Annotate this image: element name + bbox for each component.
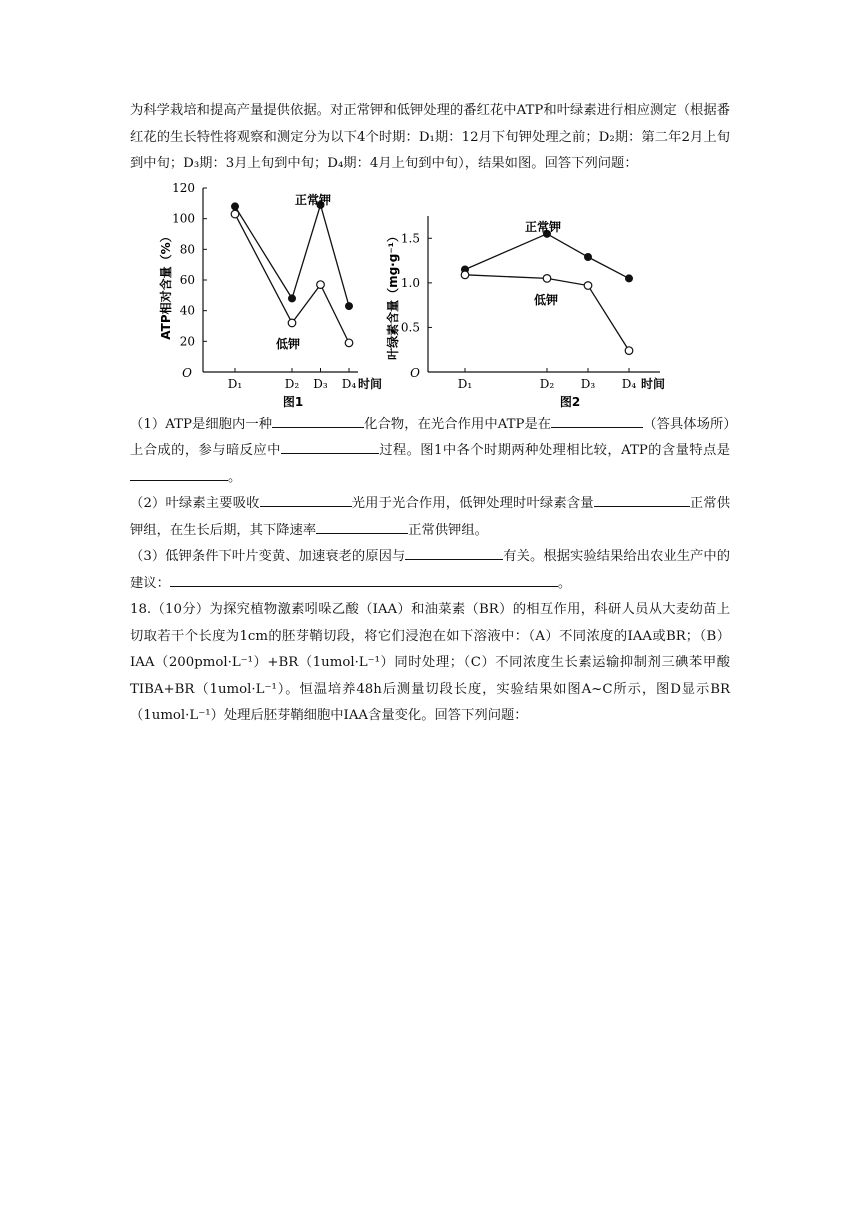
fig2-ylabel: 叶绿素含量（mg·g⁻¹） <box>386 229 400 360</box>
fig1-series-normal-line <box>235 204 349 305</box>
fig2-xtick-label: D₄ <box>621 376 637 391</box>
fig1-ytick-label: 20 <box>179 333 195 348</box>
fig2-point-normal <box>585 253 592 260</box>
q1-blank-1[interactable] <box>272 412 364 428</box>
q1-text-a: （1）ATP是细胞内一种 <box>130 416 273 432</box>
fig1-xlabel: 时间 <box>358 376 383 391</box>
fig1-caption: 图1 <box>282 394 304 409</box>
q2-text-c: 正常供钾组，在生长后期，其下降速率 <box>130 496 730 538</box>
fig1-point-normal <box>346 302 353 309</box>
fig1-label-low: 低钾 <box>276 336 301 351</box>
fig1-point-low <box>317 280 325 288</box>
q2-blank-2[interactable] <box>594 491 690 507</box>
fig1-ylabel: ATP相对含量（%） <box>159 229 173 340</box>
q2-blank-1[interactable] <box>260 491 352 507</box>
fig2-label-low: 低钾 <box>534 292 559 307</box>
fig2-point-low <box>625 346 633 354</box>
q2-text-a: （2）叶绿素主要吸收 <box>130 496 260 511</box>
fig2-ytick-label: 1.5 <box>400 230 420 245</box>
fig2-xtick-label: D₁ <box>457 376 473 391</box>
fig2-point-low <box>543 274 551 282</box>
q1-text-b: 化合物，在光合作用中ATP是在 <box>364 416 552 432</box>
fig1-point-low <box>288 319 296 327</box>
fig2-origin: O <box>410 365 420 380</box>
fig2-xlabel: 时间 <box>641 376 666 391</box>
fig2-ytick-label: 1.0 <box>400 275 420 290</box>
fig1-ytick-label: 60 <box>179 272 195 287</box>
figures-row <box>130 180 730 412</box>
page-content <box>130 98 730 730</box>
fig1-ytick-label: 40 <box>179 303 195 318</box>
fig1-xtick-label: D₄ <box>341 376 357 391</box>
q1-text-d: 过程。图1中各个时期两种处理相比较，ATP的含量特点是 <box>378 443 731 458</box>
figure-1-svg <box>140 180 383 412</box>
fig1-point-normal <box>289 295 296 302</box>
fig2-xtick-label: D₃ <box>580 376 596 391</box>
q1-blank-2[interactable] <box>551 412 643 428</box>
question-18: 18.（10分）为探究植物激素吲哚乙酸（IAA）和油菜素（BR）的相互作用，科研人员从大麦幼苗上切取若干个长度为1cm的胚芽鞘切段，将它们浸泡在如下溶液中：（A）不同浓度的IAA或BR；（B）IAA（200pmol·L⁻¹）+BR（1umol·L⁻¹）同时处理；（C）不同浓度生长素运输抑制剂三碘苯甲酸TIBA+BR（1umol·L⁻¹）。恒温培养48h后测量切段长度，实验结果如图A~C所示，图D显示BR（1umol·L⁻¹）处理后胚芽鞘细胞中IAA含量变化。回答下列问题： <box>130 602 730 723</box>
q2-blank-3[interactable] <box>316 518 408 534</box>
fig1-xtick-label: D₂ <box>284 376 300 391</box>
figure-2 <box>380 180 690 412</box>
fig1-label-normal: 正常钾 <box>295 192 332 207</box>
fig1-origin: O <box>182 365 192 380</box>
q2-text-b: 光用于光合作用，低钾处理时叶绿素含量 <box>351 496 594 511</box>
intro-paragraph: 为科学栽培和提高产量提供依据。对正常钾和低钾处理的番红花中ATP和叶绿素进行相应测定（根据番红花的生长特性将观察和测定分为以下4个时期：D₁期：12月下旬钾处理之前；D₂期：第二年2月上旬到中旬；D₃期：3月上旬到中旬；D₄期：4月上旬到中旬），结果如图。回答下列问题： <box>130 103 730 171</box>
fig1-point-normal <box>232 203 239 210</box>
fig2-series-normal-line <box>465 233 629 278</box>
q1-blank-4[interactable] <box>130 465 228 481</box>
fig2-ytick-label: 0.5 <box>400 319 420 334</box>
figure-2-svg <box>380 180 690 412</box>
fig1-xtick-label: D₃ <box>313 376 328 391</box>
fig1-ytick-label: 80 <box>179 241 195 256</box>
fig2-caption: 图2 <box>559 394 581 409</box>
fig1-ytick-label: 100 <box>172 211 195 226</box>
fig2-point-low <box>461 271 469 279</box>
q3-text-a: （3）低钾条件下叶片变黄、加速衰老的原因与 <box>130 549 406 564</box>
fig2-label-normal: 正常钾 <box>525 219 562 234</box>
fig1-xtick-label: D₁ <box>227 376 243 391</box>
q3-text-b: 有关。根据实验结果给出农业生产中的建议： <box>130 549 731 591</box>
q3-blank-2[interactable] <box>170 571 558 587</box>
question-3 <box>130 544 730 597</box>
q1-text-c: （答具体场所）上合成的，参与暗反应中 <box>130 416 730 458</box>
fig2-xtick-label: D₂ <box>539 376 555 391</box>
figure-1 <box>140 180 383 412</box>
fig2-point-normal <box>626 275 633 282</box>
q3-blank-1[interactable] <box>405 544 503 560</box>
q3-text-c: 。 <box>557 575 572 591</box>
question-2 <box>130 491 730 544</box>
question-1 <box>130 412 730 492</box>
fig2-point-low <box>584 281 592 289</box>
fig1-point-low <box>231 210 239 218</box>
fig2-series-low-line <box>465 274 629 350</box>
q1-text-e: 。 <box>228 469 242 485</box>
q2-text-d: 正常供钾组。 <box>408 522 488 538</box>
fig1-ytick-label: 120 <box>172 180 195 195</box>
fig1-point-low <box>345 339 353 347</box>
q1-blank-3[interactable] <box>281 438 379 454</box>
